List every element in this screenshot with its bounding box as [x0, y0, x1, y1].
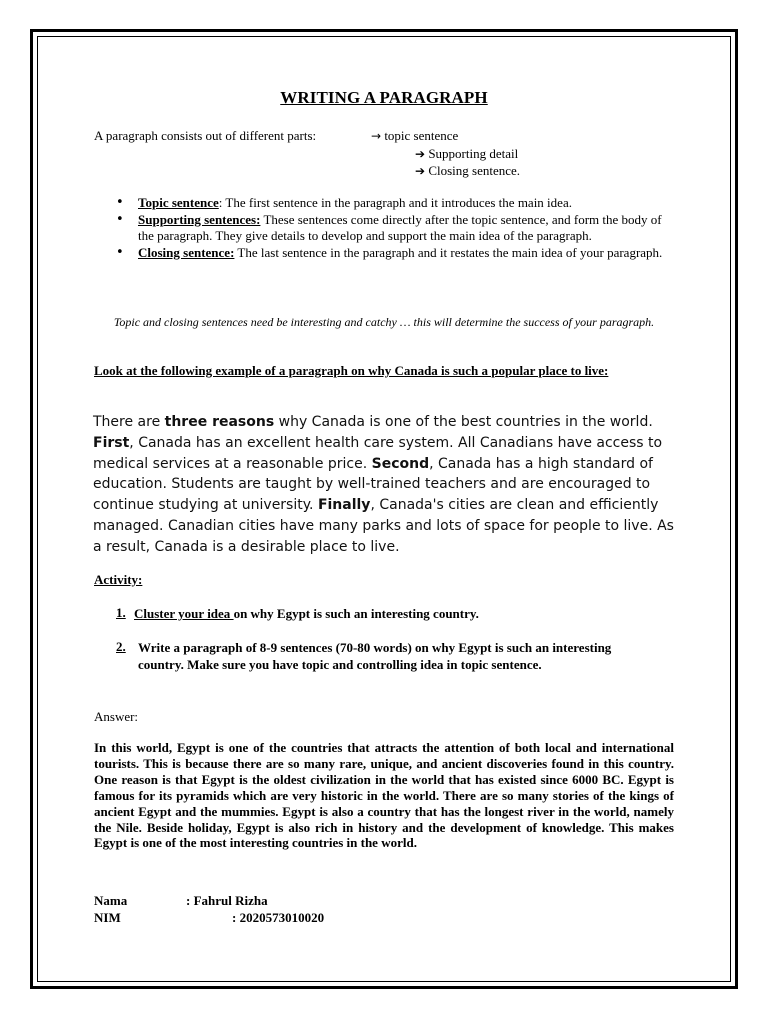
definition-term: Supporting sentences: — [138, 211, 261, 227]
task-1 — [134, 605, 479, 622]
example-bold: Second — [371, 455, 430, 472]
italic-note: Topic and closing sentences need be interesting and catchy … this will determine the success of your paragraph. — [113, 315, 655, 329]
right-arrow-icon: → — [371, 129, 382, 143]
definitions-list — [138, 195, 678, 261]
name-label: Nama — [94, 893, 128, 908]
task-number: 2. — [116, 639, 126, 654]
example-bold: three reasons — [164, 414, 275, 430]
task-text: Write a paragraph of 8-9 sentences (70-80 words) on why Egypt is such an interesting country. Make sure you have topic and controlling idea in topic sentence. — [138, 640, 612, 672]
task-number: 1. — [116, 605, 126, 620]
intro-part-3 — [415, 162, 520, 180]
intro-part-2 — [415, 145, 518, 163]
example-text: why Canada is one of the best countries in the world. — [274, 414, 653, 430]
intro-part-label: topic sentence — [384, 128, 459, 143]
nim-value: : 2020573010020 — [232, 910, 325, 925]
task-text: on why Egypt is such an interesting country. — [233, 606, 479, 621]
definition-text: The last sentence in the paragraph and it restates the main idea of your paragraph. — [234, 244, 663, 260]
example-text: There are — [93, 414, 165, 430]
example-text: , Canada has a high standard of education. Students are taught by well-trained teachers and are encouraged to continue studying at university. — [93, 455, 653, 514]
document-title: WRITING A PARAGRAPH — [280, 88, 488, 107]
right-arrow-icon: ➔ — [415, 164, 426, 178]
example-text: , Canada has an excellent health care system. All Canadians have access to medical services at a reasonable price. — [93, 434, 663, 472]
example-bold: Finally — [317, 497, 371, 514]
intro-part-label: Supporting detail — [428, 146, 519, 161]
intro-text: A paragraph consists out of different parts: — [94, 128, 317, 143]
name-value: : Fahrul Rizha — [186, 893, 268, 908]
definition-term: Closing sentence: — [138, 244, 235, 260]
example-heading: Look at the following example of a paragraph on why Canada is such a popular place to live: — [94, 363, 609, 378]
example-paragraph — [93, 412, 683, 558]
example-bold: First — [93, 434, 130, 451]
task-2 — [138, 639, 658, 673]
answer-paragraph: In this world, Egypt is one of the countries that attracts the attention of both local and international tourists. This is because there are so many rare, unique, and ancient discoveries found in this country. One reason is that Egypt is the oldest civilization in the world that has existed since 6000 BC. Egypt is famous for its pyramids which are very historic in the world. There are so many stories of the kings of ancient Egypt and the mummies. Egypt is also a country that has the longest river in the world, namely the Nile. Beside holiday, Egypt is also rich in history and the development of knowledge. This makes Egypt is one of the most interesting countries in the world. — [94, 740, 674, 851]
definition-text: These sentences come directly after the topic sentence, and form the body of the paragraph. They give details to develop and support the main idea of the paragraph. — [138, 211, 662, 243]
definition-term: Topic sentence — [138, 195, 219, 210]
definition-separator: : — [218, 195, 223, 210]
intro-part-label: Closing sentence. — [428, 163, 521, 178]
definition-text: The first sentence in the paragraph and it introduces the main idea. — [222, 195, 572, 210]
definition-item — [138, 195, 678, 212]
task-underlined: Cluster your idea — [134, 606, 234, 621]
definition-item — [138, 212, 678, 245]
right-arrow-icon: ➔ — [415, 147, 426, 161]
activity-label: Activity: — [94, 572, 143, 587]
nim-label: NIM — [94, 910, 121, 925]
intro-part-1 — [371, 127, 458, 145]
example-text: , Canada's cities are clean and efficiently managed. Canadian cities have many parks and lots of space for people to live. As a result, Canada is a desirable place to live. — [93, 497, 674, 555]
definition-item — [138, 245, 678, 262]
answer-label: Answer: — [94, 709, 139, 724]
